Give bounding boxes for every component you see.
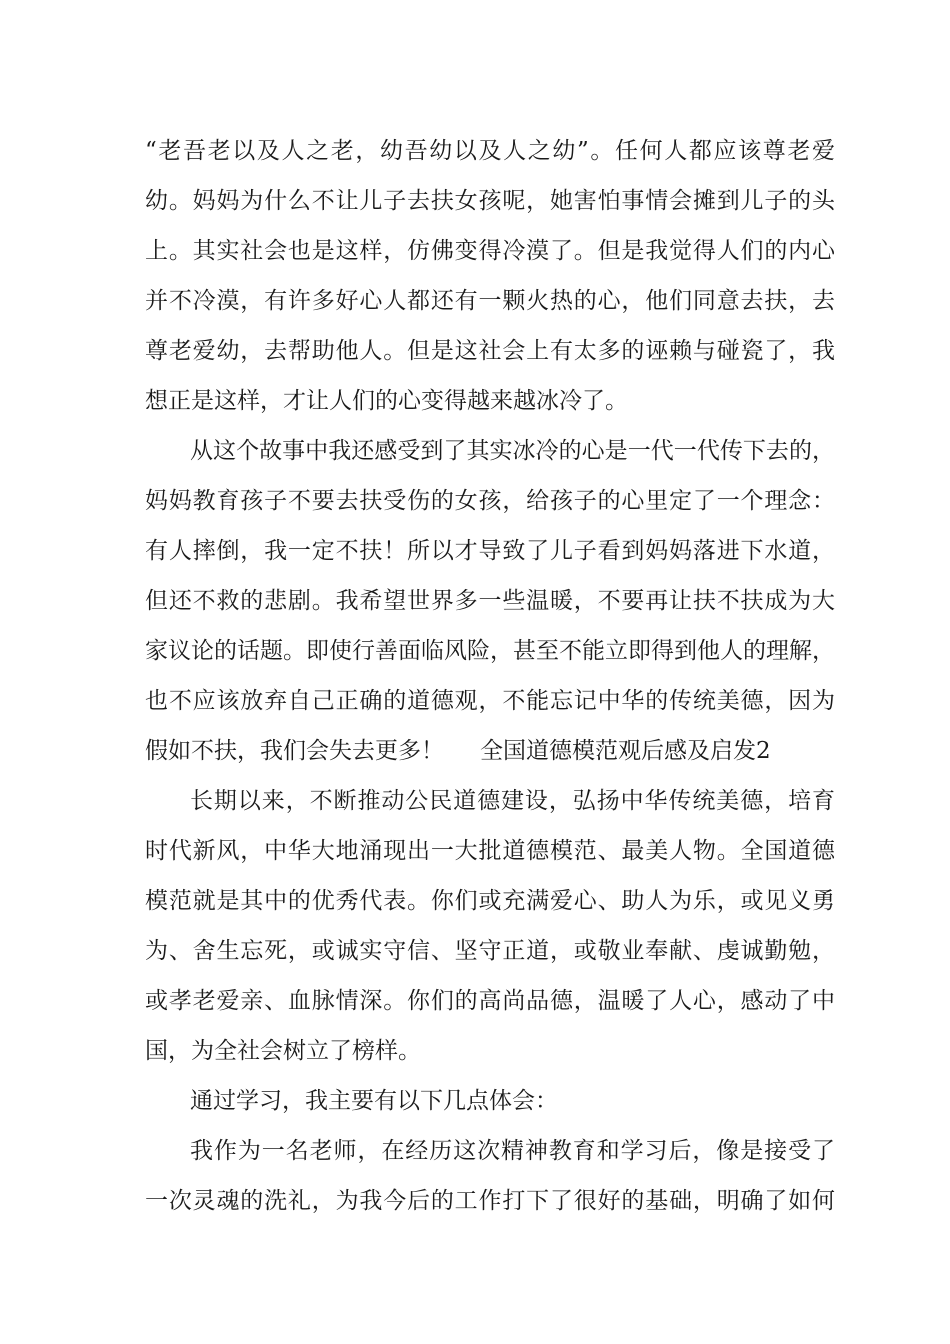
text-line: 长期以来，不断推动公民道德建设，弘扬中华传统美德，培育 — [190, 788, 835, 814]
text-line: 从这个故事中我还感受到了其实冰冷的心是一代一代传下去的， — [190, 438, 835, 464]
text-line: 国，为全社会树立了榜样。 — [145, 1038, 421, 1064]
text-line: 一次灵魂的洗礼，为我今后的工作打下了很好的基础，明确了如何 — [145, 1188, 835, 1214]
text-line: 模范就是其中的优秀代表。你们或充满爱心、助人为乐，或见义勇 — [145, 888, 835, 914]
text-line-with-title — [145, 726, 835, 776]
text-line: 想正是这样，才让人们的心变得越来越冰冷了。 — [145, 388, 628, 414]
section-title: 全国道德模范观后感及启发2 — [480, 738, 771, 764]
text-line: 我作为一名老师，在经历这次精神教育和学习后，像是接受了 — [190, 1138, 835, 1164]
text-line: 并不冷漠，有许多好心人都还有一颗火热的心，他们同意去扶，去 — [145, 288, 835, 314]
text-line: “老吾老以及人之老，幼吾幼以及人之幼”。任何人都应该尊老爱 — [145, 138, 835, 164]
text-line: 时代新风，中华大地涌现出一大批道德模范、最美人物。全国道德 — [145, 838, 835, 864]
text-line: 为、舍生忘死，或诚实守信、坚守正道，或敬业奉献、虔诚勤勉， — [145, 938, 835, 964]
text-line: 或孝老爱亲、血脉情深。你们的高尚品德，温暖了人心，感动了中 — [145, 988, 835, 1014]
text-line: 幼。妈妈为什么不让儿子去扶女孩呢，她害怕事情会摊到儿子的头 — [145, 188, 835, 214]
text-line: 有人摔倒，我一定不扶！所以才导致了儿子看到妈妈落进下水道， — [145, 538, 835, 564]
text-line: 上。其实社会也是这样，仿佛变得冷漠了。但是我觉得人们的内心 — [145, 238, 835, 264]
text-line: 妈妈教育孩子不要去扶受伤的女孩，给孩子的心里定了一个理念： — [145, 488, 835, 514]
text-line: 假如不扶，我们会失去更多！ — [145, 738, 444, 764]
text-line: 但还不救的悲剧。我希望世界多一些温暖，不要再让扶不扶成为大 — [145, 588, 835, 614]
text-line: 通过学习，我主要有以下几点体会： — [190, 1088, 558, 1114]
text-line: 也不应该放弃自己正确的道德观，不能忘记中华的传统美德，因为 — [145, 688, 835, 714]
text-line: 家议论的话题。即使行善面临风险，甚至不能立即得到他人的理解， — [145, 638, 835, 664]
text-line: 尊老爱幼，去帮助他人。但是这社会上有太多的诬赖与碰瓷了，我 — [145, 338, 835, 364]
